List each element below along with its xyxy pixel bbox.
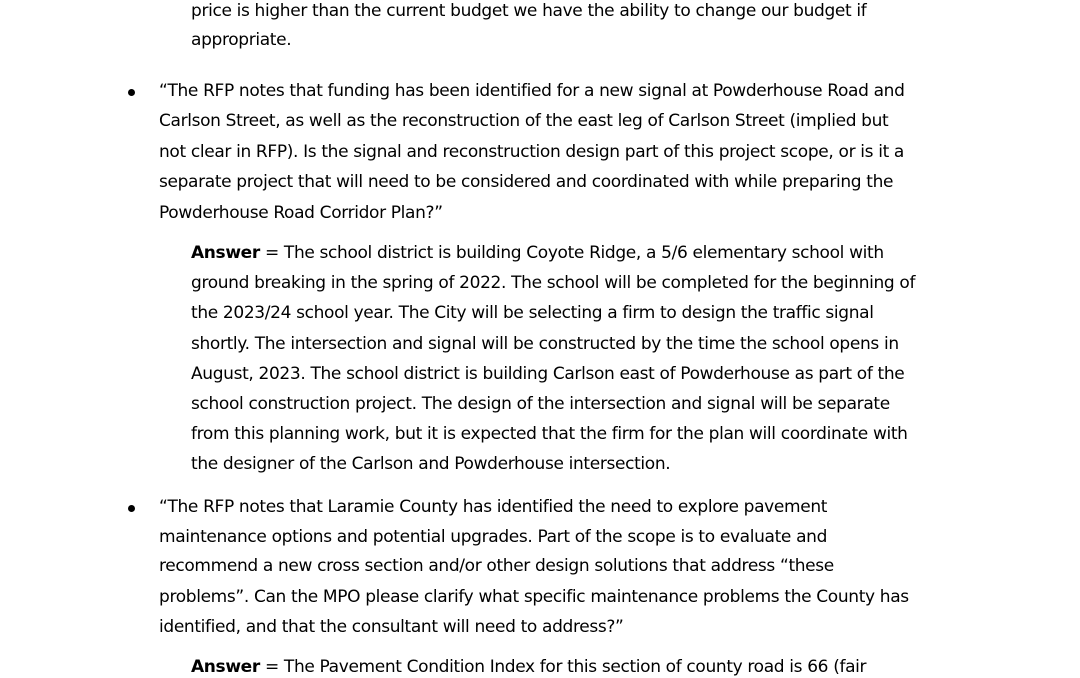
question-line: not clear in RFP). Is the signal and reconstruction design part of this project scope, or is it a <box>159 142 905 162</box>
answer-label: Answer <box>191 243 260 263</box>
question-line: recommend a new cross section and/or other design solutions that address “these <box>159 556 834 576</box>
question-line: separate project that will need to be considered and coordinated with while preparing the <box>159 172 894 192</box>
answer-line: from this planning work, but it is expected that the firm for the plan will coordinate with <box>191 424 908 444</box>
answer-line: August, 2023. The school district is building Carlson east of Powderhouse as part of the <box>191 364 905 384</box>
question-line: Carlson Street, as well as the reconstruction of the east leg of Carlson Street (implied but <box>159 111 889 131</box>
bullet-icon <box>128 89 135 96</box>
question-line: problems”. Can the MPO please clarify what specific maintenance problems the County has <box>159 587 909 607</box>
question-line: Powderhouse Road Corridor Plan?” <box>159 203 443 223</box>
intro-line: price is higher than the current budget we have the ability to change our budget if <box>191 1 867 21</box>
answer-first-line <box>191 242 884 264</box>
answer-text: = The school district is building Coyote Ridge, a 5/6 elementary school with <box>259 243 884 263</box>
question-line: “The RFP notes that Laramie County has identified the need to explore pavement <box>159 497 828 517</box>
answer-line: ground breaking in the spring of 2022. The school will be completed for the beginning of <box>191 273 916 293</box>
answer-line: the 2023/24 school year. The City will be selecting a firm to design the traffic signal <box>191 303 874 323</box>
answer-line: school construction project. The design of the intersection and signal will be separate <box>191 394 890 414</box>
question-line: maintenance options and potential upgrades. Part of the scope is to evaluate and <box>159 527 828 547</box>
answer-label: Answer <box>191 657 260 677</box>
answer-text: = The Pavement Condition Index for this section of county road is 66 (fair <box>259 657 867 677</box>
question-line: identified, and that the consultant will need to address?” <box>159 617 624 637</box>
intro-line: appropriate. <box>191 30 292 50</box>
answer-line: shortly. The intersection and signal will be constructed by the time the school opens in <box>191 334 899 354</box>
question-line: “The RFP notes that funding has been identified for a new signal at Powderhouse Road and <box>159 81 905 101</box>
answer-line: the designer of the Carlson and Powderhouse intersection. <box>191 454 671 474</box>
bullet-icon <box>128 505 135 512</box>
